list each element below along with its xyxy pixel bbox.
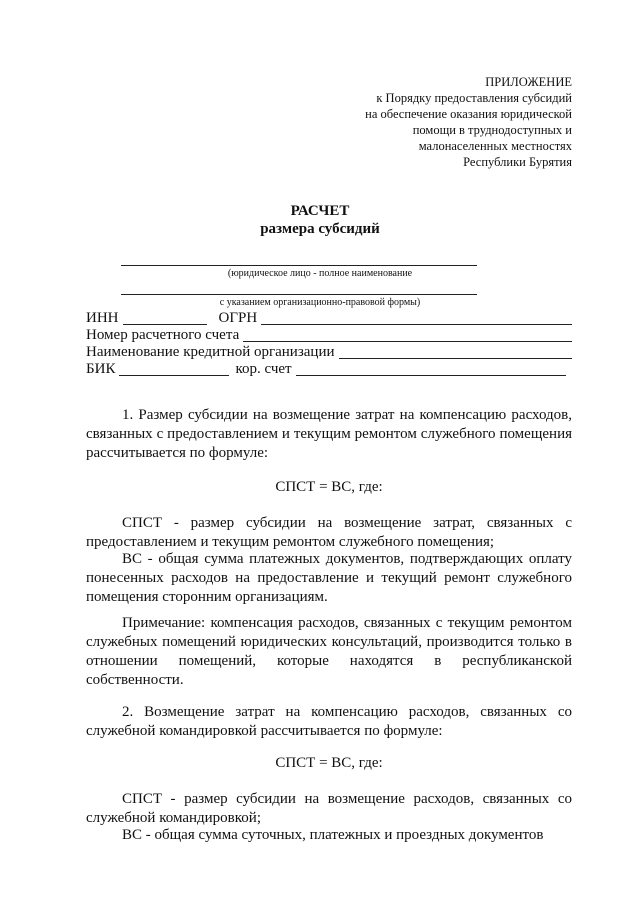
org-caption-2: с указанием организационно-правовой формы): [219, 297, 421, 308]
appendix-line: ПРИЛОЖЕНИЕ: [485, 75, 572, 89]
account-blank: [243, 327, 572, 342]
appendix-line: к Порядку предоставления субсидий: [376, 91, 572, 105]
ogrn-label: ОГРН: [218, 310, 258, 326]
org-form-line: [121, 294, 477, 295]
section1-intro: 1. Размер субсидии на возмещение затрат на компенсацию расходов, связанных с предоставлением и текущим ремонтом служебного помещения рассчитывается по формуле:: [86, 407, 572, 461]
section1-definition-2: ВС - общая сумма платежных документов, подтверждающих оплату понесенных расходов на предоставление и текущий ремонт служебного помещения сторонним организациям.: [86, 551, 572, 605]
section2-definition-2: ВС - общая сумма суточных, платежных и проездных документов: [122, 827, 544, 843]
bank-blank: [339, 344, 573, 359]
title-line-1: РАСЧЕТ: [290, 203, 350, 219]
appendix-line: малонаселенных местностях: [418, 139, 572, 153]
inn-ogrn-row: [86, 309, 572, 327]
account-label: Номер расчетного счета: [86, 327, 240, 343]
org-caption-1: (юридическое лицо - полное наименование: [227, 268, 413, 279]
section2-formula: СПСТ = ВС, где:: [275, 755, 383, 771]
bik-blank: [119, 361, 229, 376]
ogrn-blank: [261, 310, 572, 325]
inn-blank: [123, 310, 207, 325]
bank-row: [86, 343, 572, 361]
appendix-header: [312, 74, 572, 170]
title-line-2: размера субсидий: [260, 221, 380, 237]
org-name-line: [121, 265, 477, 266]
section2-definition-1: СПСТ - размер субсидии на возмещение расходов, связанных со служебной командировкой;: [86, 791, 572, 826]
section1-definition-1: СПСТ - размер субсидии на возмещение затрат, связанных с предоставлением и текущим ремонтом служебного помещения;: [86, 515, 572, 550]
bik-row: [86, 360, 572, 378]
section1-formula: СПСТ = ВС, где:: [275, 479, 383, 495]
korr-blank: [296, 361, 566, 376]
bank-label: Наименование кредитной организации: [86, 344, 335, 360]
account-row: [86, 326, 572, 344]
section1-note: Примечание: компенсация расходов, связанных с текущим ремонтом служебных помещений юридических консультаций, производится только в отношении помещений, которые находятся в республиканской собственности.: [86, 615, 572, 688]
bik-label: БИК: [86, 361, 116, 377]
document-title: [0, 202, 640, 238]
inn-label: ИНН: [86, 310, 119, 326]
appendix-line: Республики Бурятия: [463, 155, 572, 169]
appendix-line: помощи в труднодоступных и: [412, 123, 572, 137]
appendix-line: на обеспечение оказания юридической: [365, 107, 572, 121]
section2-intro: 2. Возмещение затрат на компенсацию расходов, связанных со служебной командировкой рассчитывается по формуле:: [86, 704, 572, 739]
korr-label: кор. счет: [235, 361, 292, 377]
